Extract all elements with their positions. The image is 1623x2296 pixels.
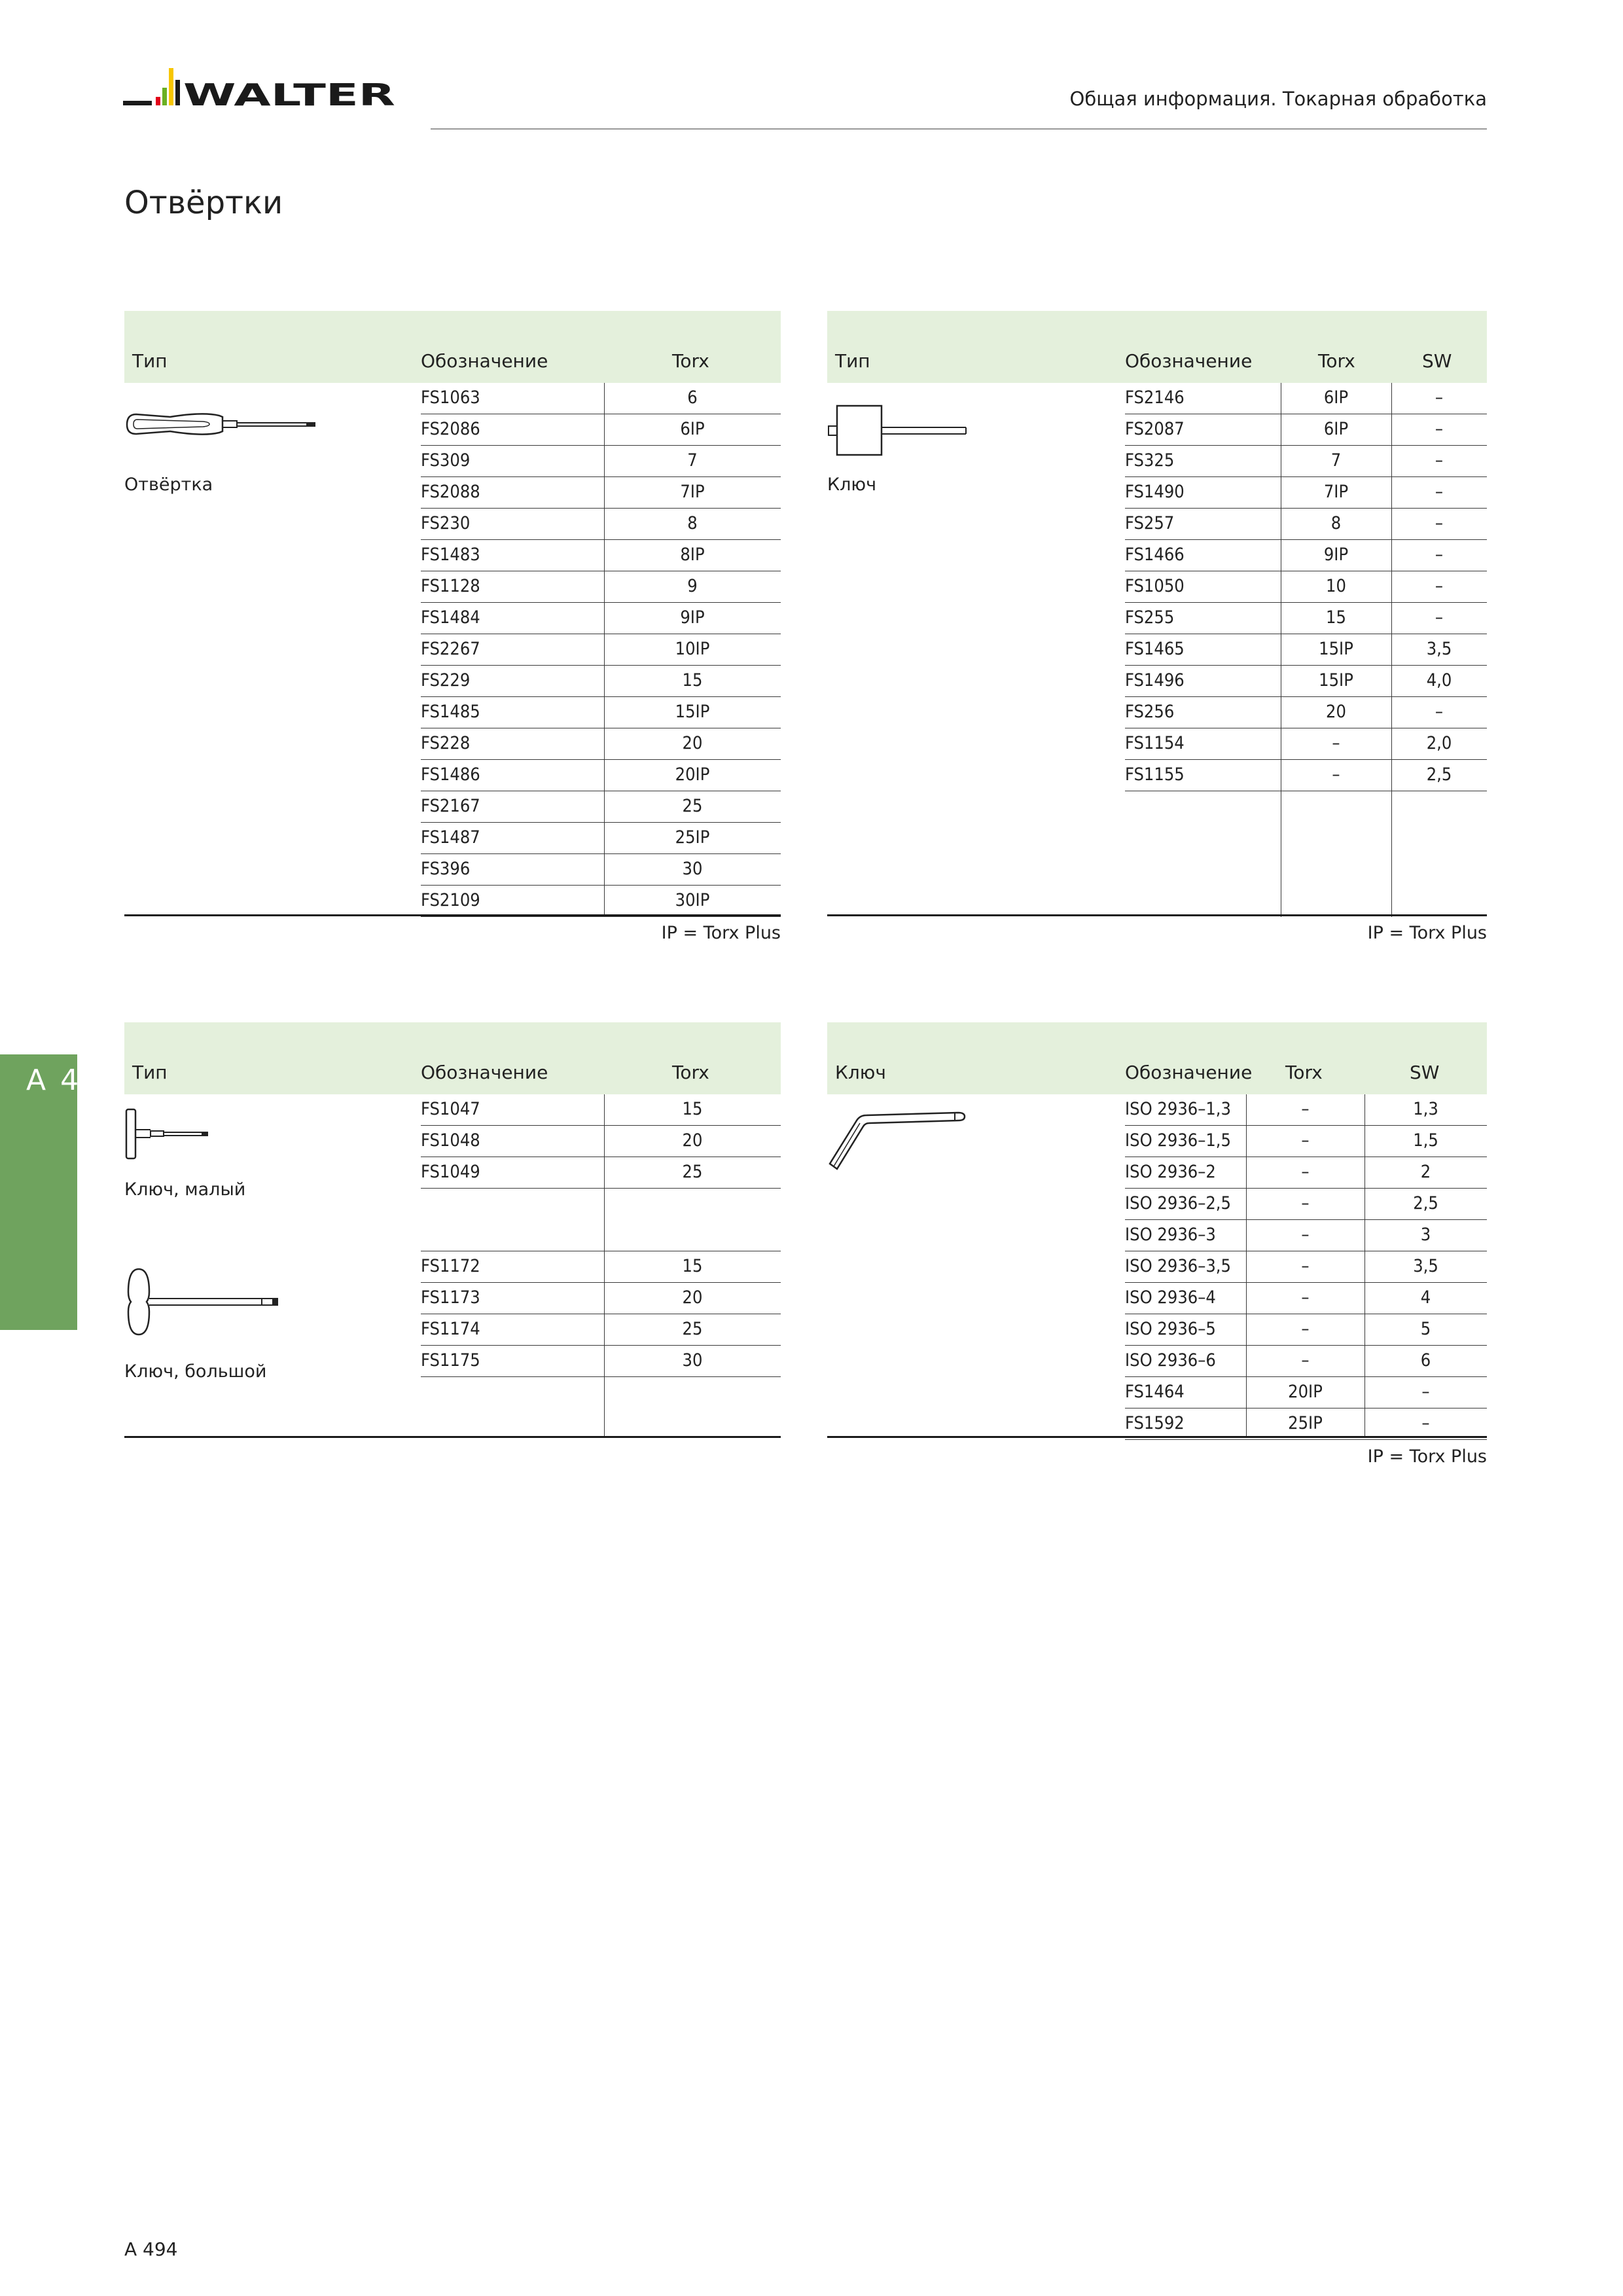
designation-cell: FS1466 bbox=[1125, 545, 1185, 565]
torx-cell: 30 bbox=[682, 859, 703, 879]
designation-cell: ISO 2936–1,3 bbox=[1125, 1099, 1231, 1119]
torx-cell: 15 bbox=[682, 1256, 703, 1276]
torx-plus-note: IP = Torx Plus bbox=[661, 923, 781, 943]
torx-cell: – bbox=[1301, 1162, 1310, 1182]
sw-cell: – bbox=[1421, 1382, 1430, 1402]
column-divider bbox=[604, 383, 605, 917]
designation-cell: FS257 bbox=[1125, 513, 1175, 533]
designation-cell: ISO 2936–3,5 bbox=[1125, 1256, 1231, 1276]
table-header bbox=[124, 311, 781, 383]
table-row bbox=[1125, 1408, 1487, 1440]
table-row bbox=[421, 540, 781, 571]
table-row bbox=[421, 697, 781, 728]
header-designation: Обозначение bbox=[421, 350, 548, 372]
torx-cell: 25 bbox=[682, 1319, 703, 1339]
designation-cell: ISO 2936–6 bbox=[1125, 1350, 1216, 1371]
table-row bbox=[1125, 509, 1487, 540]
designation-cell: FS2088 bbox=[421, 482, 480, 502]
table-row bbox=[1125, 603, 1487, 634]
torx-cell: 20 bbox=[682, 733, 703, 753]
header-torx: Torx bbox=[672, 350, 709, 372]
designation-cell: FS1465 bbox=[1125, 639, 1185, 659]
torx-cell: 6 bbox=[687, 387, 698, 408]
designation-cell: FS255 bbox=[1125, 607, 1175, 628]
designation-cell: ISO 2936–2 bbox=[1125, 1162, 1216, 1182]
torx-cell: 30 bbox=[682, 1350, 703, 1371]
table-header bbox=[827, 1022, 1487, 1094]
table-bottom-rule bbox=[124, 914, 781, 916]
torx-cell: 25 bbox=[682, 1162, 703, 1182]
table-row bbox=[421, 1283, 781, 1314]
designation-cell: FS2167 bbox=[421, 796, 480, 816]
torx-cell: 25 bbox=[682, 796, 703, 816]
designation-cell: FS1496 bbox=[1125, 670, 1185, 691]
sw-cell: – bbox=[1435, 513, 1444, 533]
torx-cell: 20IP bbox=[1288, 1382, 1323, 1402]
screwdriver-table bbox=[124, 311, 781, 916]
designation-cell: FS1174 bbox=[421, 1319, 480, 1339]
sw-cell: 5 bbox=[1420, 1319, 1431, 1339]
sw-cell: 1,5 bbox=[1413, 1130, 1438, 1151]
sw-cell: 2,5 bbox=[1426, 764, 1452, 785]
column-divider bbox=[1246, 1094, 1247, 1437]
table-row bbox=[1125, 1094, 1487, 1126]
table-row bbox=[421, 728, 781, 760]
table-row bbox=[421, 854, 781, 886]
designation-cell: FS2086 bbox=[421, 419, 480, 439]
designation-cell: FS1173 bbox=[421, 1287, 480, 1308]
designation-cell: FS1483 bbox=[421, 545, 480, 565]
table-row bbox=[421, 1314, 781, 1346]
torx-cell: 20 bbox=[682, 1287, 703, 1308]
section-tab-label: A 4 bbox=[26, 1064, 82, 1097]
designation-cell: FS1049 bbox=[421, 1162, 480, 1182]
torx-cell: – bbox=[1332, 733, 1340, 753]
sw-cell: – bbox=[1435, 702, 1444, 722]
designation-cell: FS1484 bbox=[421, 607, 480, 628]
torx-cell: 6IP bbox=[1323, 419, 1349, 439]
designation-cell: FS1172 bbox=[421, 1256, 480, 1276]
sw-cell: 2 bbox=[1420, 1162, 1431, 1182]
sw-cell: – bbox=[1435, 450, 1444, 471]
column-divider bbox=[1364, 1094, 1365, 1437]
table-row bbox=[1125, 728, 1487, 760]
table-row bbox=[1125, 666, 1487, 697]
torx-cell: – bbox=[1301, 1256, 1310, 1276]
table-row bbox=[1125, 571, 1487, 603]
torx-cell: 10IP bbox=[675, 639, 710, 659]
torx-cell: 15IP bbox=[1319, 639, 1353, 659]
walter-logo bbox=[123, 62, 398, 134]
torx-cell: 7IP bbox=[1323, 482, 1349, 502]
torx-cell: 15 bbox=[1326, 607, 1346, 628]
header-designation: Обозначение bbox=[421, 1062, 548, 1083]
sw-cell: 4 bbox=[1420, 1287, 1431, 1308]
header-type: Тип bbox=[835, 350, 870, 372]
torx-cell: 20 bbox=[682, 1130, 703, 1151]
torx-cell: 8 bbox=[687, 513, 698, 533]
table-row bbox=[1125, 697, 1487, 728]
designation-cell: FS1128 bbox=[421, 576, 480, 596]
svg-text:WALTER: WALTER bbox=[183, 77, 395, 113]
sw-cell: – bbox=[1435, 576, 1444, 596]
designation-cell: FS1155 bbox=[1125, 764, 1185, 785]
header-type: Тип bbox=[132, 350, 168, 372]
designation-cell: FS1487 bbox=[421, 827, 480, 848]
header-torx: Torx bbox=[1285, 1062, 1323, 1083]
designation-cell: ISO 2936–2,5 bbox=[1125, 1193, 1231, 1213]
flag-key-icon bbox=[827, 403, 978, 468]
torx-cell: 7IP bbox=[680, 482, 705, 502]
designation-cell: ISO 2936–3 bbox=[1125, 1225, 1216, 1245]
designation-cell: FS1486 bbox=[421, 764, 480, 785]
table-row bbox=[1125, 1251, 1487, 1283]
table-row bbox=[421, 414, 781, 446]
table-row bbox=[421, 446, 781, 477]
table-row bbox=[1125, 1346, 1487, 1377]
sw-cell: 4,0 bbox=[1426, 670, 1452, 691]
designation-cell: FS2146 bbox=[1125, 387, 1185, 408]
designation-cell: FS230 bbox=[421, 513, 471, 533]
designation-cell: ISO 2936–5 bbox=[1125, 1319, 1216, 1339]
sw-cell: 6 bbox=[1420, 1350, 1431, 1371]
header-title: Общая информация. Токарная обработка bbox=[1069, 88, 1487, 110]
torx-plus-note: IP = Torx Plus bbox=[1367, 1446, 1487, 1467]
hex-key-table bbox=[827, 1022, 1487, 1438]
table-bottom-rule bbox=[827, 914, 1487, 916]
page-title: Отвёртки bbox=[124, 185, 283, 221]
torx-cell: 15IP bbox=[675, 702, 710, 722]
large-t-key-icon bbox=[124, 1266, 294, 1338]
designation-cell: FS325 bbox=[1125, 450, 1175, 471]
table-row bbox=[421, 634, 781, 666]
page-number: A 494 bbox=[124, 2238, 178, 2260]
designation-cell: FS1490 bbox=[1125, 482, 1185, 502]
designation-cell: FS396 bbox=[421, 859, 471, 879]
torx-cell: 25IP bbox=[675, 827, 710, 848]
table-row bbox=[421, 666, 781, 697]
sw-cell: – bbox=[1435, 482, 1444, 502]
designation-cell: ISO 2936–1,5 bbox=[1125, 1130, 1231, 1151]
table-row bbox=[421, 571, 781, 603]
table-row bbox=[421, 603, 781, 634]
sw-cell: 3 bbox=[1420, 1225, 1431, 1245]
table-header bbox=[124, 1022, 781, 1094]
torx-cell: – bbox=[1301, 1287, 1310, 1308]
torx-cell: 8 bbox=[1330, 513, 1342, 533]
type-label: Отвёртка bbox=[124, 475, 213, 495]
column-divider bbox=[604, 1094, 605, 1437]
header-divider bbox=[431, 128, 1487, 130]
sw-cell: – bbox=[1435, 387, 1444, 408]
table-row bbox=[1125, 477, 1487, 509]
table-row bbox=[421, 1094, 781, 1126]
torx-cell: 20IP bbox=[675, 764, 710, 785]
designation-cell: FS1050 bbox=[1125, 576, 1185, 596]
table-row bbox=[421, 477, 781, 509]
designation-cell: FS256 bbox=[1125, 702, 1175, 722]
table-row bbox=[1125, 1283, 1487, 1314]
torx-cell: 7 bbox=[687, 450, 698, 471]
designation-cell: FS1175 bbox=[421, 1350, 480, 1371]
t-key-table bbox=[124, 1022, 781, 1438]
sw-cell: – bbox=[1435, 607, 1444, 628]
table-bottom-rule bbox=[827, 1436, 1487, 1438]
hex-key-icon bbox=[827, 1106, 978, 1172]
designation-cell: FS1063 bbox=[421, 387, 480, 408]
header-sw: SW bbox=[1422, 350, 1452, 372]
table-row bbox=[421, 1157, 781, 1189]
designation-cell: FS1464 bbox=[1125, 1382, 1185, 1402]
table-row bbox=[1125, 446, 1487, 477]
designation-cell: FS229 bbox=[421, 670, 471, 691]
header-torx: Torx bbox=[1318, 350, 1355, 372]
table-row bbox=[1125, 414, 1487, 446]
torx-cell: 15 bbox=[682, 670, 703, 691]
torx-cell: 7 bbox=[1330, 450, 1342, 471]
type-label: Ключ, малый bbox=[124, 1179, 246, 1200]
torx-cell: 9 bbox=[687, 576, 698, 596]
torx-cell: 15IP bbox=[1319, 670, 1353, 691]
sw-cell: – bbox=[1435, 545, 1444, 565]
table-row bbox=[1125, 1377, 1487, 1408]
torx-cell: 10 bbox=[1326, 576, 1346, 596]
table-row bbox=[1125, 1314, 1487, 1346]
torx-cell: 9IP bbox=[680, 607, 705, 628]
sw-cell: 3,5 bbox=[1426, 639, 1452, 659]
key-table bbox=[827, 311, 1487, 916]
torx-cell: 8IP bbox=[680, 545, 705, 565]
table-row bbox=[1125, 1157, 1487, 1189]
table-row bbox=[421, 823, 781, 854]
table-row bbox=[1125, 1189, 1487, 1220]
type-label: Ключ, большой bbox=[124, 1361, 267, 1382]
header-sw: SW bbox=[1410, 1062, 1440, 1083]
table-row bbox=[421, 886, 781, 917]
designation-cell: FS1047 bbox=[421, 1099, 480, 1119]
sw-cell: – bbox=[1421, 1413, 1430, 1433]
header-type: Ключ bbox=[835, 1062, 886, 1083]
header-type: Тип bbox=[132, 1062, 168, 1083]
table-row bbox=[1125, 1126, 1487, 1157]
designation-cell: FS2087 bbox=[1125, 419, 1185, 439]
designation-cell: FS2109 bbox=[421, 890, 480, 910]
header-designation: Обозначение bbox=[1125, 1062, 1253, 1083]
header-designation: Обозначение bbox=[1125, 350, 1253, 372]
sw-cell: 3,5 bbox=[1413, 1256, 1438, 1276]
designation-cell: FS1154 bbox=[1125, 733, 1185, 753]
torx-cell: – bbox=[1301, 1225, 1310, 1245]
sw-cell: – bbox=[1435, 419, 1444, 439]
screwdriver-icon bbox=[124, 403, 327, 455]
table-row bbox=[421, 791, 781, 823]
torx-cell: 15 bbox=[682, 1099, 703, 1119]
torx-cell: – bbox=[1301, 1193, 1310, 1213]
table-row bbox=[1125, 634, 1487, 666]
table-row bbox=[1125, 760, 1487, 791]
table-row bbox=[421, 383, 781, 414]
table-row bbox=[421, 1346, 781, 1377]
torx-cell: 6IP bbox=[680, 419, 705, 439]
torx-cell: 6IP bbox=[1323, 387, 1349, 408]
sw-cell: 1,3 bbox=[1413, 1099, 1438, 1119]
designation-cell: FS2267 bbox=[421, 639, 480, 659]
type-label: Ключ bbox=[827, 475, 877, 495]
sw-cell: 2,5 bbox=[1413, 1193, 1438, 1213]
torx-cell: 9IP bbox=[1323, 545, 1349, 565]
designation-cell: FS1048 bbox=[421, 1130, 480, 1151]
table-row bbox=[1125, 1220, 1487, 1251]
table-row bbox=[1125, 383, 1487, 414]
table-row-empty bbox=[421, 1189, 781, 1251]
table-row bbox=[421, 1251, 781, 1283]
designation-cell: FS1592 bbox=[1125, 1413, 1185, 1433]
table-row bbox=[421, 760, 781, 791]
table-row bbox=[421, 1126, 781, 1157]
designation-cell: FS1485 bbox=[421, 702, 480, 722]
torx-cell: – bbox=[1301, 1350, 1310, 1371]
column-divider bbox=[1391, 383, 1392, 917]
sw-cell: 2,0 bbox=[1426, 733, 1452, 753]
torx-cell: – bbox=[1332, 764, 1340, 785]
table-bottom-rule bbox=[124, 1436, 781, 1438]
header-torx: Torx bbox=[672, 1062, 709, 1083]
torx-cell: 30IP bbox=[675, 890, 710, 910]
designation-cell: FS309 bbox=[421, 450, 471, 471]
torx-plus-note: IP = Torx Plus bbox=[1367, 923, 1487, 943]
torx-cell: – bbox=[1301, 1099, 1310, 1119]
designation-cell: FS228 bbox=[421, 733, 471, 753]
small-t-key-icon bbox=[124, 1106, 216, 1165]
torx-cell: 20 bbox=[1326, 702, 1346, 722]
table-header bbox=[827, 311, 1487, 383]
torx-cell: – bbox=[1301, 1319, 1310, 1339]
table-row bbox=[421, 509, 781, 540]
designation-cell: ISO 2936–4 bbox=[1125, 1287, 1216, 1308]
torx-cell: – bbox=[1301, 1130, 1310, 1151]
table-row bbox=[1125, 540, 1487, 571]
torx-cell: 25IP bbox=[1288, 1413, 1323, 1433]
